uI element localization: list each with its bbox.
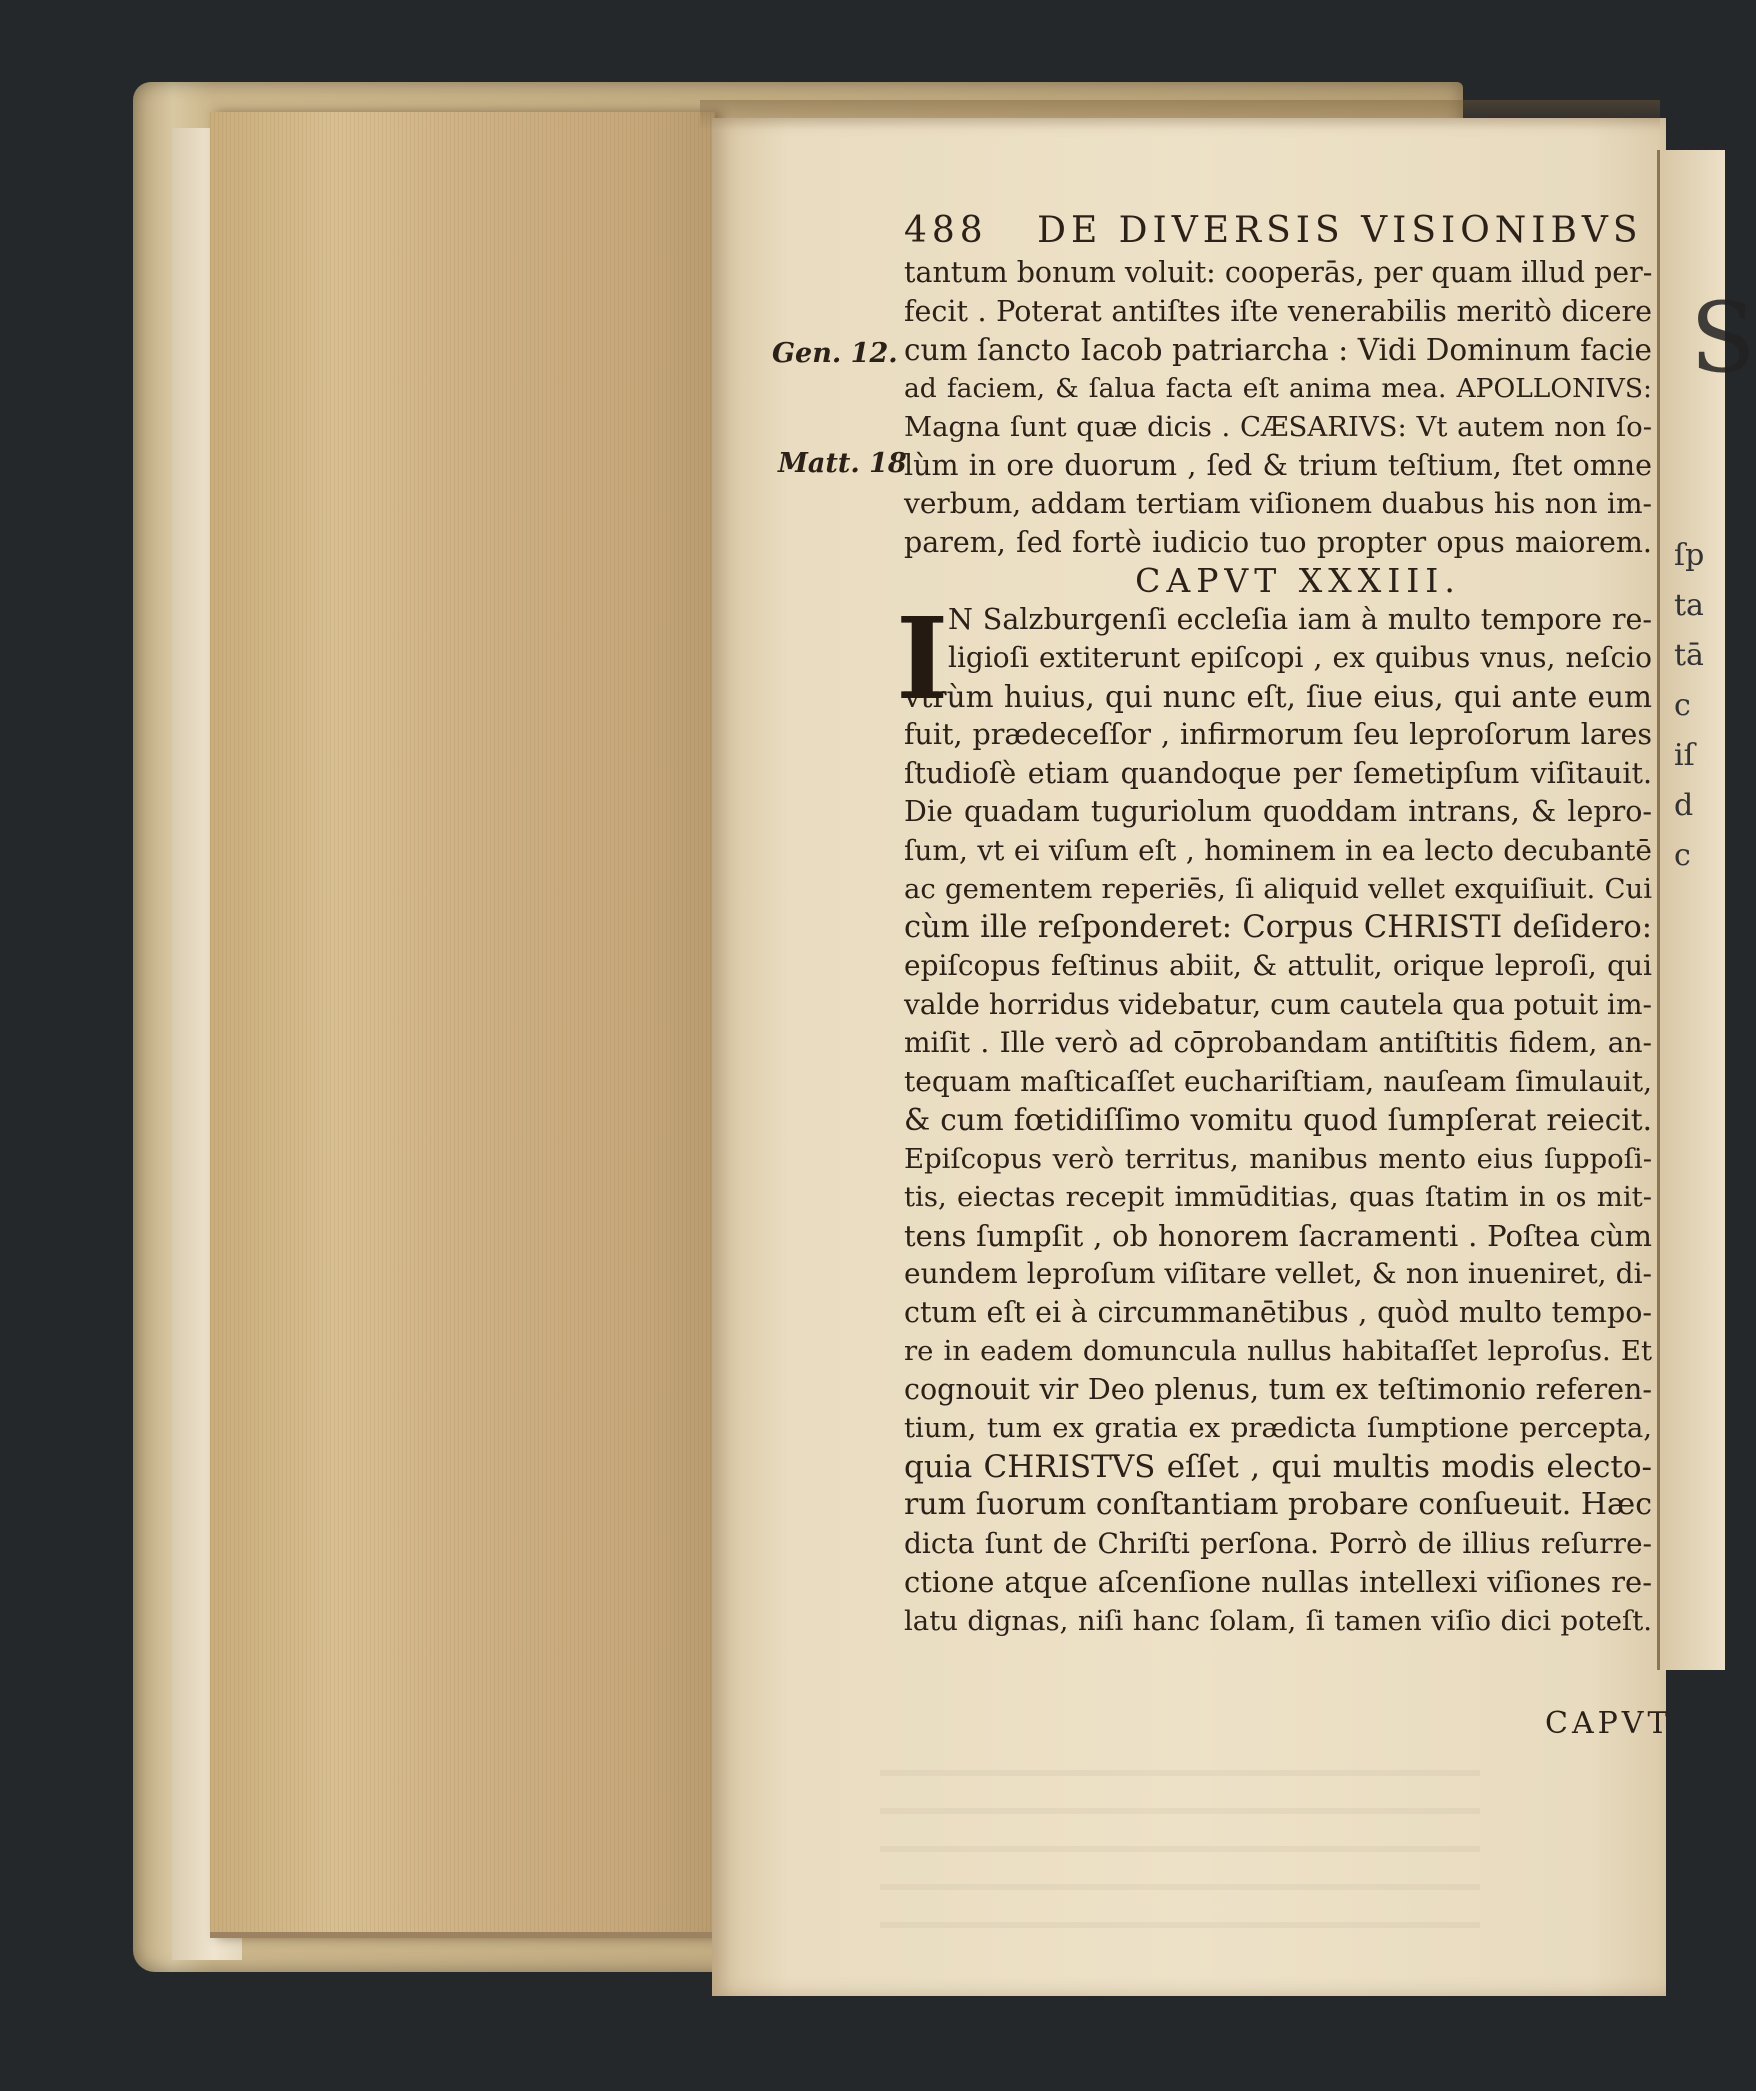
facing-fragment: iſ — [1674, 738, 1695, 773]
facing-fragment: c — [1674, 838, 1691, 873]
text-line: epiſcopus feſtinus abiit, & attulit, orique leproſi, qui — [904, 949, 1652, 982]
text-line: re in eadem domuncula nullus habitaſſet leproſus. Et — [904, 1335, 1652, 1367]
page-text — [896, 208, 1653, 1640]
text-line: ac gementem reperiēs, ſi aliquid vellet exquiſiuit. Cui — [904, 873, 1652, 905]
text-line: & cum fœtidiſſimo vomitu quod ſumpſerat reiecit. — [904, 1103, 1652, 1137]
text-line: cùm ille reſponderet: Corpus CHRISTI deſidero: — [904, 909, 1652, 945]
text-line: fecit . Poterat antiſtes iſte venerabilis meritò dicere — [904, 294, 1652, 328]
page-edges-stack — [210, 112, 715, 1938]
text-line: tium, tum ex gratia ex prædicta ſumptione percepta, — [904, 1412, 1652, 1444]
text-line: lùm in ore duorum , ſed & trium teſtium, ſtet omne — [904, 448, 1652, 482]
text-line: latu dignas, niſi hanc ſolam, ſi tamen viſio dici poteſt. — [904, 1604, 1652, 1637]
text-line: ctum eſt ei à circummanētibus , quòd multo tempo- — [904, 1295, 1652, 1329]
text-line: N Salzburgenſi eccleſia iam à multo tempore re- — [948, 602, 1652, 636]
chapter-body — [896, 593, 1652, 1641]
text-line: tens ſumpſit , ob honorem ſacramenti . Poſtea cùm — [904, 1218, 1652, 1253]
page-number: 488 — [904, 210, 988, 251]
running-head — [904, 208, 1652, 254]
margin-note-gen: Gen. 12. — [772, 338, 898, 369]
facing-fragment: c — [1674, 688, 1691, 723]
facing-page-fragment — [1657, 150, 1756, 1670]
text-line: Epiſcopus verò territus, manibus mento eius ſuppoſi- — [904, 1142, 1652, 1175]
facing-fragment: ſp — [1674, 538, 1705, 573]
facing-fragment: tā — [1674, 638, 1704, 673]
text-line: tequam maſticaſſet euchariſtiam, nauſeam ſimulauit, — [904, 1064, 1652, 1098]
page-top-shadow — [700, 100, 1660, 130]
margin-note-matt: Matt. 18 — [778, 448, 907, 479]
text-line: vtrùm huius, qui nunc eſt, ſiue eius, qui ante eum — [904, 679, 1652, 714]
text-line: miſit . Ille verò ad cōprobandam antiſtitis fidem, an- — [904, 1026, 1652, 1059]
text-line: tis, eiectas recepit immūditias, quas ſtatim in os mit- — [904, 1181, 1652, 1213]
text-line: ſum, vt ei viſum eſt , hominem in ea lecto decubantē — [904, 833, 1652, 867]
text-line: ſtudioſè etiam quandoque per ſemetipſum viſitauit. — [904, 756, 1652, 790]
facing-fragment: d — [1674, 788, 1694, 823]
text-line: ligioſi extiterunt epiſcopi , ex quibus vnus, neſcio — [948, 641, 1652, 674]
text-line: ad faciem, & ſalua facta eſt anima mea. APOLLONIVS: — [904, 372, 1652, 404]
text-line: ctione atque aſcenſione nullas intellexi viſiones re- — [904, 1565, 1652, 1599]
text-line: verbum, addam tertiam viſionem duabus his non im- — [904, 487, 1652, 520]
text-line: cum ſancto Iacob patriarcha : Vidi Dominum facie — [904, 333, 1652, 367]
running-title: DE DIVERSIS VISIONIBVS — [1037, 210, 1643, 251]
drop-cap: I — [896, 593, 949, 725]
text-line: fuit, prædeceſſor , infirmorum ſeu leproſorum lares — [904, 718, 1652, 751]
text-line: parem, ſed fortè iudicio tuo propter opus maiorem. — [904, 525, 1652, 559]
text-line: rum ſuorum conſtantiam probare conſueuit. Hæc — [904, 1487, 1652, 1522]
facing-fragment: ta — [1674, 588, 1704, 623]
text-line: eundem leproſum viſitare vellet, & non inueniret, di- — [904, 1257, 1652, 1290]
text-line: Magna ſunt quæ dicis . CÆSARIVS: Vt autem non ſo- — [904, 411, 1652, 443]
text-line: valde horridus videbatur, cum cautela qua potuit im- — [904, 987, 1652, 1021]
text-line: tantum bonum voluit: cooperās, per quam illud per- — [904, 256, 1653, 289]
text-line: quia CHRISTVS eſſet , qui multis modis electo- — [904, 1448, 1652, 1485]
facing-page-initial: S — [1690, 282, 1756, 394]
text-line: dicta ſunt de Chriſti perſona. Porrò de illius reſurre- — [904, 1526, 1652, 1560]
show-through-text — [880, 1770, 1480, 1930]
chapter-heading: CAPVT XXXIII. — [1135, 561, 1461, 600]
catchword: CAPVT — [1545, 1706, 1672, 1741]
text-line: Die quadam tuguriolum quoddam intrans, & lepro- — [904, 795, 1652, 828]
text-line: cognouit vir Deo plenus, tum ex teſtimonio referen- — [904, 1372, 1652, 1406]
